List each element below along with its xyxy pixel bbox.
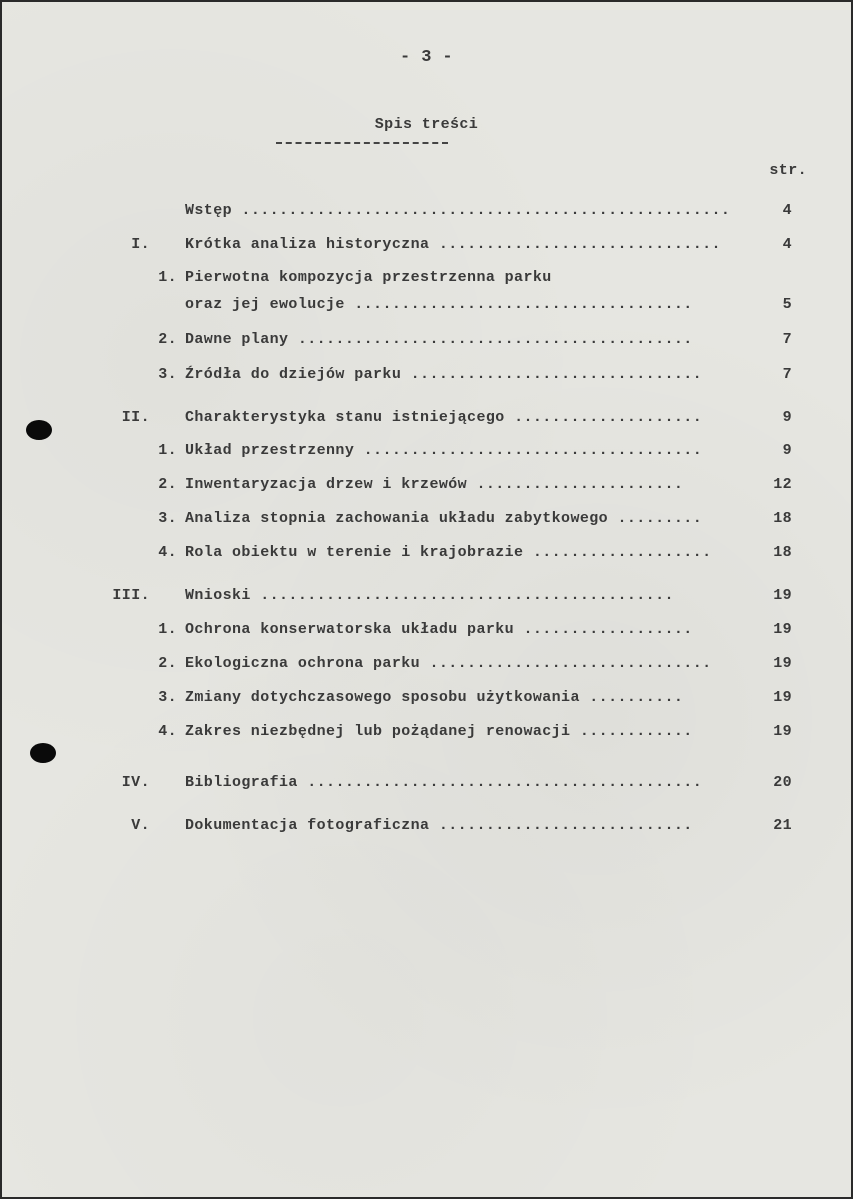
toc-roman: II. (121, 409, 150, 426)
toc-leader-dots: ......... (617, 510, 703, 527)
toc-leader-dots: .................. (523, 621, 693, 638)
toc-leader-dots: .......... (589, 689, 684, 706)
document-page (2, 2, 851, 1197)
toc-roman: III. (112, 587, 150, 604)
toc-leader-dots: .................................................... (241, 202, 731, 219)
toc-entry-text: Inwentaryzacja drzew i krzewów ...................... (185, 476, 684, 493)
toc-roman: I. (131, 236, 150, 253)
toc-entry-text: Wstęp .................................................... (185, 202, 731, 219)
toc-number: 2. (158, 331, 177, 348)
toc-page: 19 (773, 621, 792, 638)
toc-leader-dots: .................................... (354, 296, 693, 313)
toc-number: 2. (158, 655, 177, 672)
toc-entry-text: Ekologiczna ochrona parku .............................. (185, 655, 712, 672)
toc-entry-text: Analiza stopnia zachowania układu zabytkowego ......... (185, 510, 703, 527)
punch-hole (26, 420, 52, 440)
toc-page: 19 (773, 689, 792, 706)
toc-entry-text: Dawne plany .......................................... (185, 331, 693, 348)
toc-leader-dots: .......................................... (307, 774, 703, 791)
toc-entry-text: Zmiany dotychczasowego sposobu użytkowania .......... (185, 689, 684, 706)
toc-page: 19 (773, 587, 792, 604)
toc-entry-text: Zakres niezbędnej lub pożądanej renowacji ............ (185, 723, 693, 740)
toc-roman: IV. (121, 774, 150, 791)
toc-page: 18 (773, 544, 792, 561)
page-number: - 3 - (399, 48, 453, 67)
toc-leader-dots: .................... (514, 409, 703, 426)
page-column-header: str. (769, 162, 807, 179)
toc-page: 7 (782, 331, 792, 348)
toc-page: 12 (773, 476, 792, 493)
toc-leader-dots: .................................... (363, 442, 703, 459)
toc-entry-text: Rola obiektu w terenie i krajobrazie ................... (185, 544, 712, 561)
toc-entry-text: Krótka analiza historyczna .............................. (185, 236, 721, 253)
toc-number: 3. (158, 510, 177, 527)
toc-entry-text: Układ przestrzenny .................................... (185, 442, 703, 459)
toc-number: 3. (158, 689, 177, 706)
toc-page: 9 (782, 442, 792, 459)
toc-entry-text: Charakterystyka stanu istniejącego .................... (185, 409, 703, 426)
toc-leader-dots: .......................................... (297, 331, 693, 348)
toc-entry-text: Pierwotna kompozycja przestrzenna parku (185, 269, 552, 286)
toc-leader-dots: .............................. (438, 236, 721, 253)
toc-number: 1. (158, 621, 177, 638)
punch-hole (30, 743, 56, 763)
toc-page: 21 (773, 817, 792, 834)
toc-page: 20 (773, 774, 792, 791)
toc-leader-dots: ............ (579, 723, 693, 740)
toc-entry-text: Dokumentacja fotograficzna ........................... (185, 817, 693, 834)
toc-leader-dots: ............................... (410, 366, 703, 383)
page-title: Spis treści (374, 116, 479, 133)
toc-page: 7 (782, 366, 792, 383)
toc-page: 5 (782, 296, 792, 313)
toc-entry-text: oraz jej ewolucje .................................... (185, 296, 693, 313)
toc-number: 3. (158, 366, 177, 383)
toc-page: 19 (773, 723, 792, 740)
toc-number: 4. (158, 544, 177, 561)
toc-page: 4 (782, 236, 792, 253)
toc-roman: V. (131, 817, 150, 834)
toc-page: 9 (782, 409, 792, 426)
toc-leader-dots: ...................... (476, 476, 684, 493)
toc-leader-dots: .............................. (429, 655, 712, 672)
toc-number: 2. (158, 476, 177, 493)
toc-number: 1. (158, 442, 177, 459)
toc-entry-text: Wnioski ............................................ (185, 587, 674, 604)
toc-page: 18 (773, 510, 792, 527)
toc-entry-text: Bibliografia .......................................... (185, 774, 703, 791)
toc-leader-dots: ................... (532, 544, 712, 561)
toc-number: 4. (158, 723, 177, 740)
toc-entry-text: Źródła do dziejów parku ............................... (185, 366, 703, 383)
toc-number: 1. (158, 269, 177, 286)
toc-leader-dots: ........................... (438, 817, 693, 834)
toc-page: 19 (773, 655, 792, 672)
toc-entry-text: Ochrona konserwatorska układu parku .................. (185, 621, 693, 638)
title-underline (276, 142, 448, 144)
toc-leader-dots: ............................................ (260, 587, 674, 604)
toc-page: 4 (782, 202, 792, 219)
